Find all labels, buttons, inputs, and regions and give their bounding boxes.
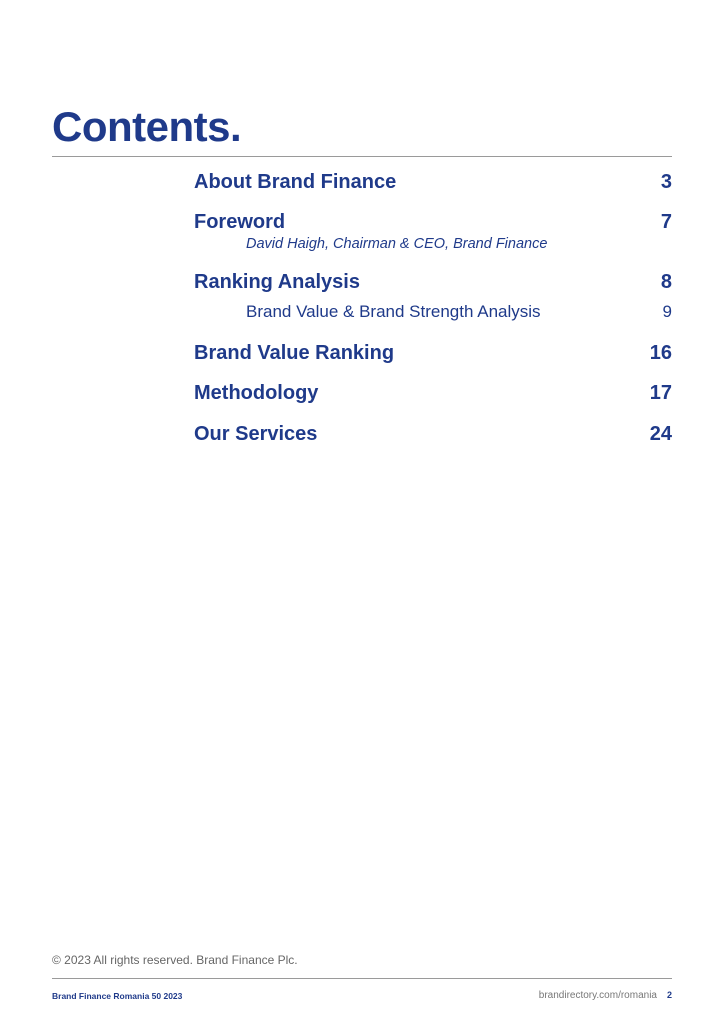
toc-entry-page: 7 xyxy=(660,211,672,233)
footer-url[interactable]: brandirectory.com/romania xyxy=(538,990,657,1001)
toc-entry-label: Foreword xyxy=(194,211,286,233)
toc-entry-foreword-subtitle xyxy=(246,233,672,255)
footer-page-number: 2 xyxy=(666,990,672,1000)
page-title: Contents. xyxy=(52,103,242,150)
toc-entry-page: 3 xyxy=(660,171,672,193)
toc-entry-ranking-analysis[interactable] xyxy=(194,270,672,294)
toc-entry-label: Our Services xyxy=(194,423,318,445)
footer-divider xyxy=(52,978,672,979)
toc-entry-foreword[interactable] xyxy=(194,210,672,234)
toc-subentry-page: 9 xyxy=(662,302,672,321)
toc-entry-page: 16 xyxy=(649,342,672,364)
toc-entry-label: Brand Value Ranking xyxy=(194,342,395,364)
toc-entry-label: Ranking Analysis xyxy=(194,271,360,293)
footer-publication-title: Brand Finance Romania 50 2023 xyxy=(52,991,183,1001)
toc-entry-our-services[interactable] xyxy=(194,422,672,446)
toc-entry-page: 8 xyxy=(660,271,672,293)
toc-entry-label: About Brand Finance xyxy=(194,171,397,193)
toc-subtitle-text: David Haigh, Chairman & CEO, Brand Finance xyxy=(246,236,548,252)
toc-entry-brand-value-ranking[interactable] xyxy=(194,341,672,365)
toc-subentry-brand-value-strength[interactable] xyxy=(246,301,672,323)
toc-entry-page: 24 xyxy=(649,423,672,445)
top-divider xyxy=(52,156,672,157)
toc-entry-label: Methodology xyxy=(194,382,319,404)
toc-subentry-label: Brand Value & Brand Strength Analysis xyxy=(246,302,541,321)
toc-entry-methodology[interactable] xyxy=(194,381,672,405)
toc-entry-about-brand-finance[interactable] xyxy=(194,170,672,194)
copyright-notice: © 2023 All rights reserved. Brand Finance Plc. xyxy=(52,953,298,967)
footer-right xyxy=(539,989,672,1002)
toc-entry-page: 17 xyxy=(649,382,672,404)
